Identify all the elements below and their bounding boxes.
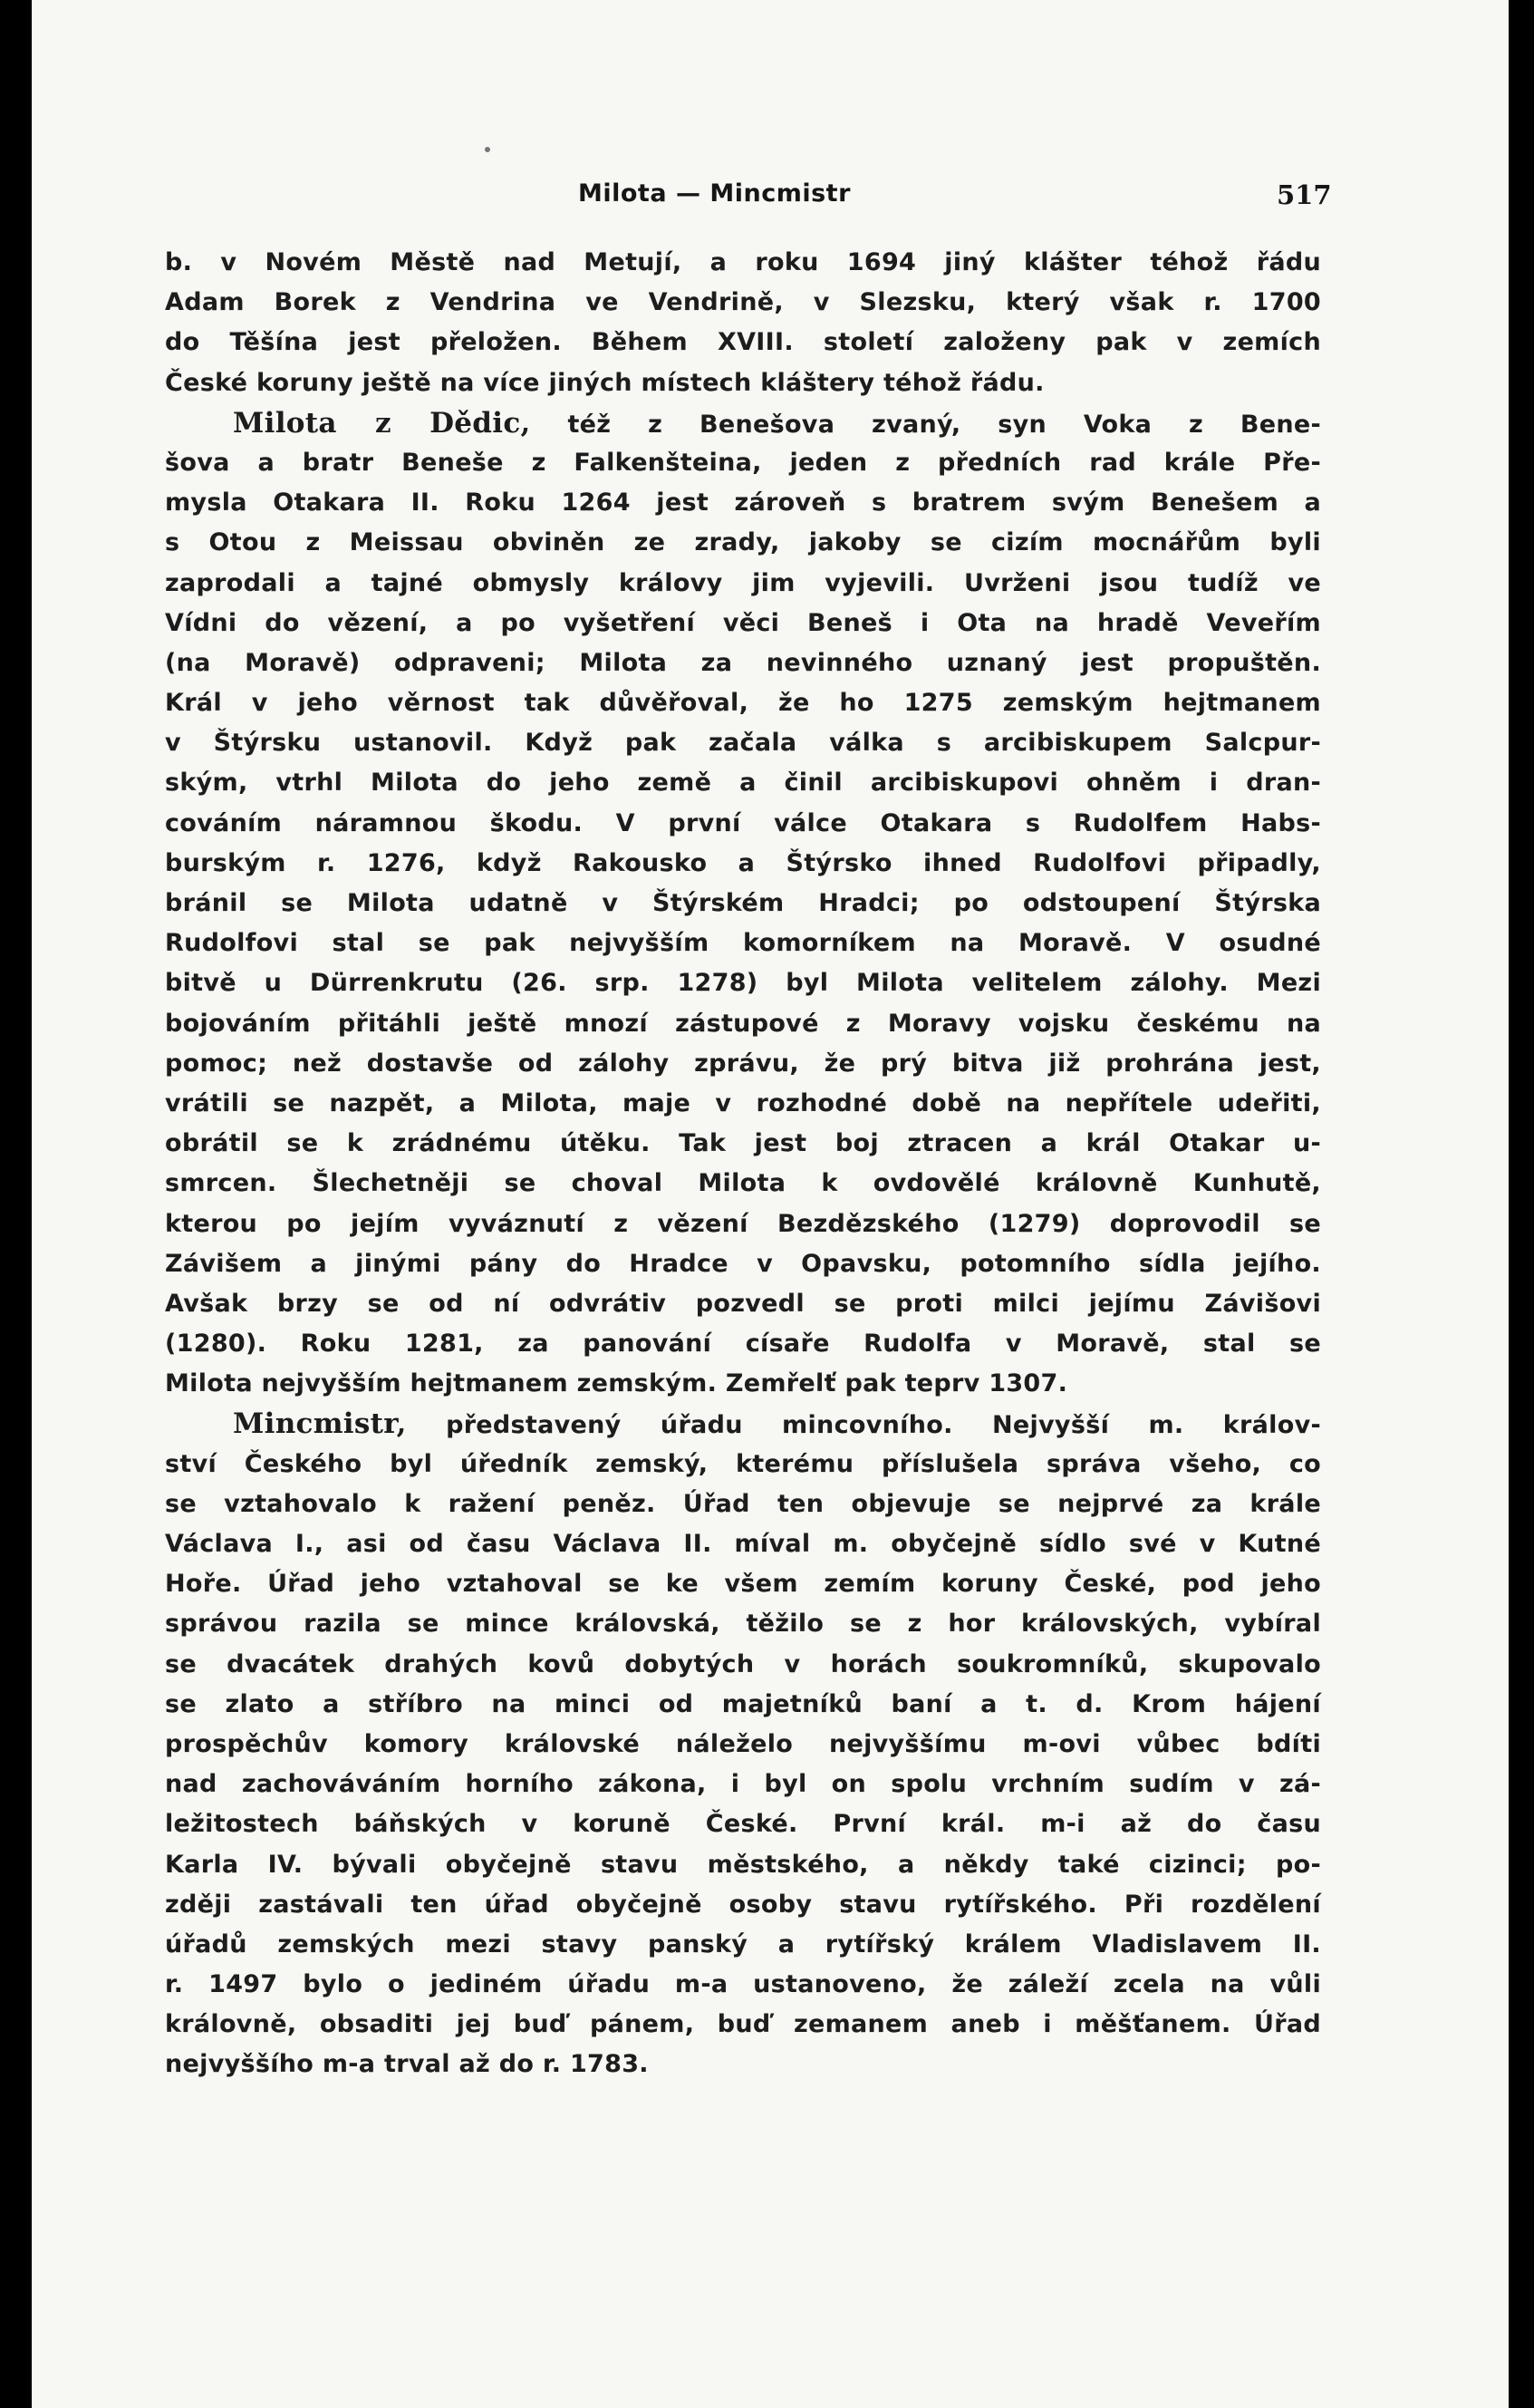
text-line: [165, 1284, 1321, 1324]
text-line: [165, 1164, 1321, 1204]
text-line: [165, 1484, 1321, 1524]
line-text: pomoc; než dostavše od zálohy zprávu, že prý bitva již prohrána jest,: [165, 1049, 1321, 1078]
line-text: bitvě u Dürrenkrutu (26. srp. 1278) byl Milota velitelem zálohy. Mezi: [165, 969, 1321, 998]
line-text: mysla Otakara II. Roku 1264 jest zároveň s bratrem svým Benešem a: [165, 488, 1321, 517]
line-text: (na Moravě) odpraveni; Milota za nevinného uznaný jest propuštěn.: [165, 648, 1321, 677]
entry-first-line: [165, 403, 1321, 443]
line-text: (1280). Roku 1281, za panování císaře Rudolfa v Moravě, stal se: [165, 1330, 1321, 1359]
line-text: úřadů zemských mezi stavy panský a rytířský králem Vladislavem II.: [165, 1929, 1321, 1958]
line-text: cováním náramnou škodu. V první válce Otakara s Rudolfem Habs-: [165, 808, 1321, 837]
line-text: smrcen. Šlechetněji se choval Milota k ovdovělé královně Kunhutě,: [165, 1169, 1321, 1198]
text-line: [165, 523, 1321, 563]
line-text: Rudolfovi stal se pak nejvyšším komorníkem na Moravě. V osudné: [165, 929, 1321, 958]
entry-headword: Milota z Dědic,: [233, 406, 531, 440]
text-line: [165, 1244, 1321, 1284]
text-line: [165, 604, 1321, 643]
text-line: [165, 1604, 1321, 1644]
line-text: zději zastávali ten úřad obyčejně osoby stavu rytířského. Při rozdělení: [165, 1890, 1321, 1919]
text-line: [165, 1965, 1321, 2005]
line-text: prospěchův komory královské náleželo nejvyššímu m-ovi vůbec bdíti: [165, 1729, 1321, 1758]
line-text: vrátili se nazpět, a Milota, maje v rozhodné době na nepřítele udeřiti,: [165, 1088, 1321, 1117]
line-text: r. 1497 bylo o jediném úřadu m-a ustanoveno, že záleží zcela na vůli: [165, 1970, 1321, 1999]
text-line: [165, 643, 1321, 683]
text-line: [165, 1564, 1321, 1604]
line-text: Adam Borek z Vendrina ve Vendrině, v Slezsku, který však r. 1700: [165, 288, 1321, 317]
line-text: České koruny ještě na více jiných místech kláštery téhož řádu.: [165, 368, 1045, 397]
line-text: též z Benešova zvaný, syn Voka z Bene-: [530, 410, 1321, 439]
text-line: [165, 963, 1321, 1003]
line-text: Avšak brzy se od ní odvrátiv pozvedl se proti milci jejímu Závišovi: [165, 1289, 1321, 1318]
text-line: [165, 243, 1321, 283]
line-text: Vídni do vězení, a po vyšetření věci Beneš i Ota na hradě Veveřím: [165, 608, 1321, 637]
line-text: Václava I., asi od času Václava II. míval m. obyčejně sídlo své v Kutné: [165, 1530, 1321, 1558]
entry-headword: Mincmistr,: [233, 1407, 407, 1441]
text-line: [165, 1044, 1321, 1084]
line-text: ležitostech báňských v koruně České. První král. m-i až do času: [165, 1810, 1321, 1839]
text-line: [165, 1725, 1321, 1765]
line-text: bojováním přitáhli ještě mnozí zástupové z Moravy vojsku českému na: [165, 1009, 1321, 1038]
text-line: [165, 1765, 1321, 1804]
line-text: s Otou z Meissau obviněn ze zrady, jakoby se cizím mocnářům byli: [165, 528, 1321, 557]
text-line: [165, 1645, 1321, 1685]
text-line: [165, 283, 1321, 323]
text-line: [165, 1004, 1321, 1044]
text-line: [165, 1524, 1321, 1564]
text-line: [165, 1845, 1321, 1885]
text-line: [165, 564, 1321, 604]
text-line: [165, 483, 1321, 523]
text-line: [165, 924, 1321, 963]
line-text: ství Českého byl úředník zemský, kterému příslušela správa všeho, co: [165, 1449, 1321, 1478]
line-text: obrátil se k zrádnému útěku. Tak jest boj ztracen a král Otakar u-: [165, 1129, 1321, 1158]
body-text: [165, 243, 1321, 2085]
text-line: [165, 1364, 1321, 1404]
line-text: do Těšína jest přeložen. Během XVIII. století založeny pak v zemích: [165, 328, 1321, 357]
text-line: [165, 1324, 1321, 1364]
text-line: [165, 763, 1321, 803]
text-line: [165, 443, 1321, 483]
running-title: Milota — Mincmistr: [578, 179, 851, 208]
page-header: [32, 174, 1509, 219]
text-line: [165, 2045, 1321, 2084]
text-line: [165, 1685, 1321, 1725]
text-line: [165, 323, 1321, 363]
text-line: [165, 2005, 1321, 2045]
line-text: ským, vtrhl Milota do jeho země a činil arcibiskupovi ohněm i dran-: [165, 769, 1321, 798]
line-text: šova a bratr Beneše z Falkenšteina, jeden z předních rad krále Pře-: [165, 448, 1321, 477]
text-line: [165, 1124, 1321, 1164]
line-text: se dvacátek drahých kovů dobytých v horách soukromníků, skupovalo: [165, 1649, 1321, 1678]
line-text: bránil se Milota udatně v Štýrském Hradci; po odstoupení Štýrska: [165, 889, 1321, 917]
line-text: Král v jeho věrnost tak důvěřoval, že ho 1275 zemským hejtmanem: [165, 689, 1321, 718]
line-text: Karla IV. bývali obyčejně stavu městského, a někdy také cizinci; po-: [165, 1850, 1321, 1879]
line-text: představený úřadu mincovního. Nejvyšší m. králov-: [406, 1411, 1321, 1440]
page-number: 517: [1277, 179, 1332, 210]
book-page: [32, 0, 1509, 2408]
text-line: [165, 1885, 1321, 1925]
text-line: [165, 1204, 1321, 1244]
page-speck: [485, 147, 490, 152]
text-line: [165, 844, 1321, 884]
line-text: se vztahovalo k ražení peněz. Úřad ten objevuje se nejprvé za krále: [165, 1489, 1321, 1518]
line-text: b. v Novém Městě nad Metují, a roku 1694 jiný klášter téhož řádu: [165, 248, 1321, 276]
line-text: burským r. 1276, když Rakousko a Štýrsko ihned Rudolfovi připadly,: [165, 848, 1321, 877]
text-line: [165, 1445, 1321, 1484]
text-line: [165, 723, 1321, 763]
text-line: [165, 804, 1321, 844]
line-text: zaprodali a tajné obmysly královy jim vyjevili. Uvrženi jsou tudíž ve: [165, 568, 1321, 597]
text-line: [165, 884, 1321, 924]
line-text: kterou po jejím vyváznutí z vězení Bezdězského (1279) doprovodil se: [165, 1209, 1321, 1238]
line-text: Milota nejvyšším hejtmanem zemským. Zemřelť pak teprv 1307.: [165, 1369, 1068, 1398]
text-line: [165, 1804, 1321, 1844]
line-text: v Štýrsku ustanovil. Když pak začala válka s arcibiskupem Salcpur-: [165, 729, 1321, 758]
line-text: Hoře. Úřad jeho vztahoval se ke všem zemím koruny České, pod jeho: [165, 1570, 1321, 1599]
line-text: nejvyššího m-a trval až do r. 1783.: [165, 2050, 649, 2079]
line-text: nad zachováváním horního zákona, i byl on spolu vrchním sudím v zá-: [165, 1770, 1321, 1799]
entry-first-line: [165, 1404, 1321, 1444]
text-line: [165, 683, 1321, 723]
line-text: se zlato a stříbro na minci od majetníků baní a t. d. Krom hájení: [165, 1689, 1321, 1718]
line-text: správou razila se mince královská, těžilo se z hor královských, vybíral: [165, 1610, 1321, 1639]
text-line: [165, 363, 1321, 403]
text-line: [165, 1084, 1321, 1124]
text-line: [165, 1925, 1321, 1965]
line-text: Závišem a jinými pány do Hradce v Opavsku, potomního sídla jejího.: [165, 1249, 1321, 1278]
line-text: královně, obsaditi jej buď pánem, buď zemanem aneb i měšťanem. Úřad: [165, 2010, 1321, 2039]
